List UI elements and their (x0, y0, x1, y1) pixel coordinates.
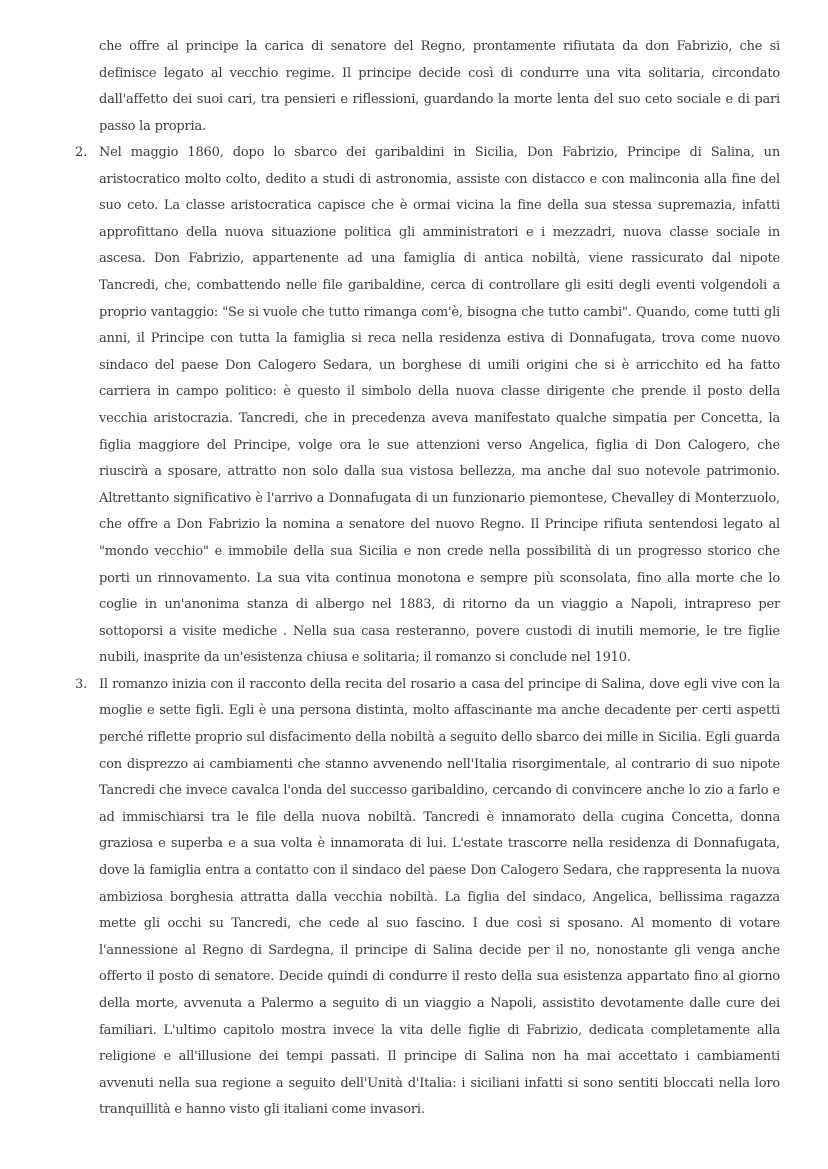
list-item-number: 2. (75, 145, 88, 160)
intro-paragraph: che offre al principe la carica di senatore del Regno, prontamente rifiutata da don Fabrizio, che si definisce legato al vecchio regime. Il principe decide così di condurre una vita solitaria, circondato dall'affetto dei suoi cari, tra pensieri e riflessioni, guardando la morte lenta del suo ceto sociale e di pari passo la propria. (99, 39, 780, 134)
list-item-text: Il romanzo inizia con il racconto della recita del rosario a casa del principe di Salina, dove egli vive con la moglie e sette figli. Egli è una persona distinta, molto affascinante ma anche decadente per certi aspetti perché riflette proprio sul disfacimento della nobiltà a seguito dello sbarco dei mille in Sicilia. Egli guarda con disprezzo ai cambiamenti che stanno avvenendo nell'Italia risorgimentale, al contrario di suo nipote Tancredi che invece cavalca l'onda del successo garibaldino, cercando di convincere anche lo zio a farlo e ad immischiarsi tra le file della nuova nobiltà. Tancredi è innamorato della cugina Concetta, donna graziosa e superba e a sua volta è innamorata di lui. L'estate trascorre nella residenza di Donnafugata, dove la famiglia entra a contatto con il sindaco del paese Don Calogero Sedara, che rappresenta la nuova ambiziosa borghesia attratta dalla vecchia nobiltà. La figlia del sindaco, Angelica, bellissima ragazza mette gli occhi su Tancredi, che cede al suo fascino. I due così si sposano. Al momento di votare l'annessione al Regno di Sardegna, il principe di Salina decide per il no, nonostante gli venga anche offerto il posto di senatore. Decide quindi di condurre il resto della sua esistenza appartato fino al giorno della morte, avvenuta a Palermo a seguito di un viaggio a Napoli, assistito devotamente dalle cure dei familiari. L'ultimo capitolo mostra invece la vita delle figlie di Fabrizio, dedicata completamente alla religione e all'illusione dei tempi passati. Il principe di Salina non ha mai accettato i cambiamenti avvenuti nella sua regione a seguito dell'Unità d'Italia: i siciliani infatti si sono sentiti bloccati nella loro tranquillità e hanno visto gli italiani come invasori. (99, 676, 780, 1118)
list-item-number: 3. (75, 676, 88, 692)
numbered-list (75, 140, 780, 1124)
list-item (75, 140, 780, 672)
list-item-text: Nel maggio 1860, dopo lo sbarco dei garibaldini in Sicilia, Don Fabrizio, Principe di Salina, un aristocratico molto colto, dedito a studi di astronomia, assiste con distacco e con malinconia alla fine del suo ceto. La classe aristocratica capisce che è ormai vicina la fine della sua stessa supremazia, infatti approfittano della nuova situazione politica gli amministratori e i mezzadri, nuova classe sociale in ascesa. Don Fabrizio, appartenente ad una famiglia di antica nobiltà, viene rassicurato dal nipote Tancredi, che, combattendo nelle file garibaldine, cerca di controllare gli esiti degli eventi volgendoli a proprio vantaggio: "Se si vuole che tutto rimanga com'è, bisogna che tutto cambi". Quando, come tutti gli anni, il Principe con tutta la famiglia si reca nella residenza estiva di Donnafugata, trova come nuovo sindaco del paese Don Calogero Sedara, un borghese di umili origini che si è arricchito ed ha fatto carriera in campo politico: è questo il simbolo della nuova classe dirigente che prende il posto della vecchia aristocrazia. Tancredi, che in precedenza aveva manifestato qualche simpatia per Concetta, la figlia maggiore del Principe, volge ora le sue attenzioni verso Angelica, figlia di Don Calogero, che riuscirà a sposare, attratto non solo dalla sua vistosa bellezza, ma anche dal suo notevole patrimonio. Altrettanto significativo è l'arrivo a Donnafugata di un funzionario piemontese, Chevalley di Monterzuolo, che offre a Don Fabrizio la nomina a senatore del nuovo Regno. Il Principe rifiuta sentendosi legato al "mondo vecchio" e immobile della sua Sicilia e non crede nella possibilità di un progresso storico che porti un rinnovamento. La sua vita continua monotona e sempre più sconsolata, fino alla morte che lo coglie in un'anonima stanza di albergo nel 1883, di ritorno da un viaggio a Napoli, intrapreso per sottoporsi a visite mediche . Nella sua casa resteranno, povere custodi di inutili memorie, le tre figlie nubili, inasprite da un'esistenza chiusa e solitaria; il romanzo si conclude nel 1910. (99, 145, 780, 666)
list-item (75, 672, 780, 1124)
